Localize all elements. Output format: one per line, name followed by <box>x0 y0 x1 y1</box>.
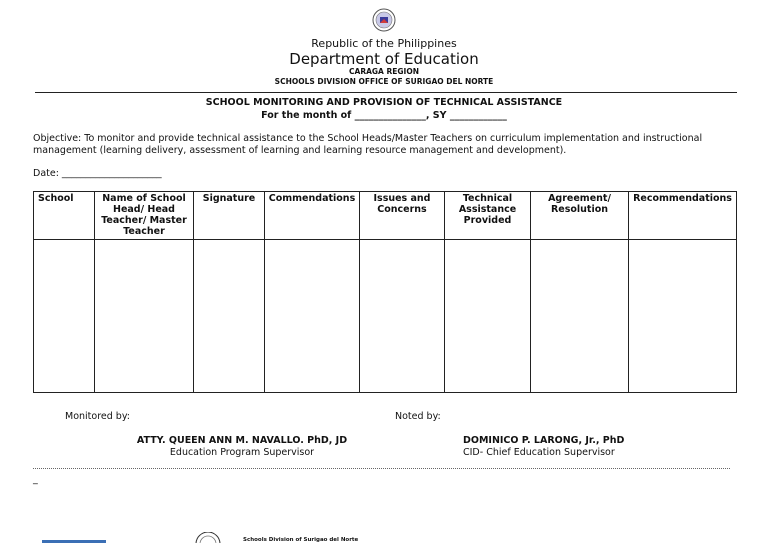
form-title: SCHOOL MONITORING AND PROVISION OF TECHNICAL ASSISTANCE <box>205 97 563 108</box>
division-text: SCHOOLS DIVISION OFFICE OF SURIGAO DEL NORTE <box>274 77 494 86</box>
monitored-by-label: Monitored by: <box>65 411 130 422</box>
column-header-commendations: Commendations <box>265 192 360 240</box>
column-header-issues: Issues and Concerns <box>360 192 445 240</box>
footer-logos-icon <box>30 532 230 543</box>
noted-by-name: DOMINICO P. LARONG, Jr., PhD <box>463 435 625 446</box>
month-line: For the month of _______________, SY ____________ <box>261 110 507 121</box>
table-cell[interactable] <box>95 240 194 393</box>
table-cell[interactable] <box>34 240 95 393</box>
header-divider <box>35 92 737 93</box>
column-header-agreement: Agreement/ Resolution <box>531 192 629 240</box>
objective-text: Objective: To monitor and provide technical assistance to the School Heads/Master Teachers on curriculum implementation and instructional management (learning delivery, assessment of learning and learning resource management and development). <box>33 133 703 156</box>
table-cell[interactable] <box>629 240 737 393</box>
department-name: Department of Education <box>289 50 479 68</box>
monitored-by-name: ATTY. QUEEN ANN M. NAVALLO. PhD, JD <box>136 435 348 446</box>
region-text: CARAGA REGION <box>349 67 419 76</box>
monitoring-table <box>33 191 737 393</box>
footer-divider <box>33 468 730 469</box>
deped-seal-icon <box>372 8 396 32</box>
date-line: Date: _____________________ <box>33 168 162 179</box>
footer-dash: _ <box>33 474 38 485</box>
table-cell[interactable] <box>360 240 445 393</box>
column-header-signature: Signature <box>194 192 265 240</box>
table-row <box>34 240 737 393</box>
table-cell[interactable] <box>531 240 629 393</box>
monitored-by-position: Education Program Supervisor <box>169 447 315 458</box>
column-header-recommendations: Recommendations <box>629 192 737 240</box>
table-header-row <box>34 192 737 240</box>
table-cell[interactable] <box>194 240 265 393</box>
noted-by-label: Noted by: <box>395 411 441 422</box>
table-cell[interactable] <box>265 240 360 393</box>
column-header-technical-assistance: Technical Assistance Provided <box>445 192 531 240</box>
footer-office-text: Schools Division of Surigao del Norte <box>243 537 359 543</box>
noted-by-position: CID- Chief Education Supervisor <box>463 447 615 458</box>
column-header-school: School <box>34 192 95 240</box>
republic-text: Republic of the Philippines <box>311 37 457 50</box>
column-header-name: Name of School Head/ Head Teacher/ Master Teacher <box>95 192 194 240</box>
table-cell[interactable] <box>445 240 531 393</box>
